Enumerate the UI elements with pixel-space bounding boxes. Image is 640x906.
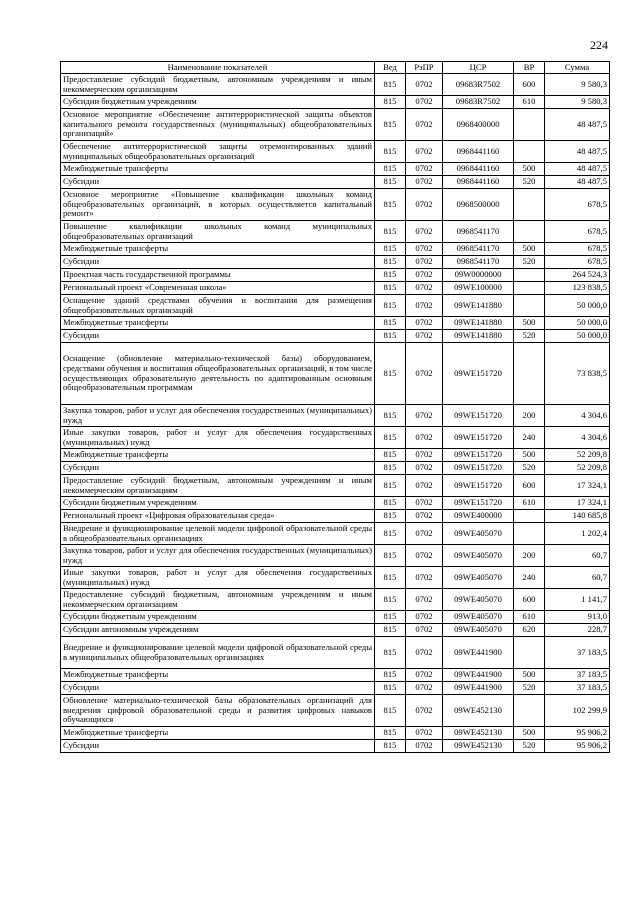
row-name: Межбюджетные трансферты	[61, 669, 375, 682]
row-rzpr: 0702	[406, 256, 443, 269]
row-rzpr: 0702	[406, 682, 443, 695]
row-name: Внедрение и функционирование целевой модели цифровой образовательной среды в общеобразовательных организациях	[61, 523, 375, 545]
row-ved: 815	[375, 269, 406, 282]
row-vr	[514, 109, 545, 141]
table-row	[61, 269, 610, 282]
row-csr: 0968441160	[443, 176, 514, 189]
header-csr: ЦСР	[443, 62, 514, 74]
row-sum: 9 580,3	[545, 96, 610, 109]
table-row	[61, 330, 610, 343]
header-ved: Вед	[375, 62, 406, 74]
row-name: Проектная часть государственной программы	[61, 269, 375, 282]
row-rzpr: 0702	[406, 589, 443, 611]
row-sum: 913,0	[545, 611, 610, 624]
row-rzpr: 0702	[406, 449, 443, 462]
row-ved: 815	[375, 109, 406, 141]
row-sum: 48 487,5	[545, 109, 610, 141]
row-name: Основное мероприятие «Повышение квалификации школьных команд общеобразовательных организаций, в которых осуществляется капитальный ремонт»	[61, 189, 375, 221]
row-csr: 09WE405070	[443, 567, 514, 589]
table-row	[61, 449, 610, 462]
row-sum: 102 299,9	[545, 695, 610, 727]
row-vr: 520	[514, 330, 545, 343]
budget-table	[60, 61, 610, 753]
row-ved: 815	[375, 405, 406, 427]
table-row	[61, 545, 610, 567]
table-row	[61, 637, 610, 669]
row-name: Субсидии	[61, 330, 375, 343]
row-vr: 520	[514, 176, 545, 189]
row-vr: 500	[514, 727, 545, 740]
row-sum: 50 000,0	[545, 317, 610, 330]
row-name: Обновление материально-технической базы образовательных организаций для внедрения цифровой образовательной среды и развития цифровых навыков обучающихся	[61, 695, 375, 727]
row-name: Предоставление субсидий бюджетным, автономным учреждениям и иным некоммерческим организациям	[61, 475, 375, 497]
row-vr: 610	[514, 611, 545, 624]
row-name: Иные закупки товаров, работ и услуг для обеспечения государственных (муниципальных) нужд	[61, 427, 375, 449]
row-ved: 815	[375, 189, 406, 221]
row-ved: 815	[375, 523, 406, 545]
row-ved: 815	[375, 330, 406, 343]
table-row	[61, 176, 610, 189]
row-rzpr: 0702	[406, 523, 443, 545]
row-name: Предоставление субсидий бюджетным, автономным учреждениям и иным некоммерческим организациям	[61, 74, 375, 96]
row-csr: 09683R7502	[443, 74, 514, 96]
row-name: Субсидии бюджетным учреждениям	[61, 96, 375, 109]
row-name: Оснащение (обновление материально-технической базы) оборудованием, средствами обучения и воспитания общеобразовательных организаций, в том числе осуществляющих образовательную деятельность по адаптированным основным общеобразовательным программам	[61, 343, 375, 405]
row-ved: 815	[375, 163, 406, 176]
row-name: Обеспечение антитеррористической защиты отремонтированных зданий муниципальных общеобразовательных организаций	[61, 141, 375, 163]
row-csr: 09WE151720	[443, 497, 514, 510]
row-name: Субсидии	[61, 740, 375, 753]
row-vr: 240	[514, 567, 545, 589]
table-row	[61, 624, 610, 637]
table-row	[61, 497, 610, 510]
table-row	[61, 256, 610, 269]
row-ved: 815	[375, 567, 406, 589]
row-ved: 815	[375, 637, 406, 669]
row-sum: 678,5	[545, 256, 610, 269]
row-vr	[514, 343, 545, 405]
row-csr: 09WE151720	[443, 343, 514, 405]
row-name: Предоставление субсидий бюджетным, автономным учреждениям и иным некоммерческим организациям	[61, 589, 375, 611]
row-vr: 500	[514, 243, 545, 256]
row-name: Межбюджетные трансферты	[61, 449, 375, 462]
row-vr	[514, 295, 545, 317]
row-csr: 0968441160	[443, 163, 514, 176]
row-rzpr: 0702	[406, 74, 443, 96]
row-sum: 52 209,8	[545, 449, 610, 462]
row-rzpr: 0702	[406, 295, 443, 317]
table-row	[61, 405, 610, 427]
row-rzpr: 0702	[406, 163, 443, 176]
row-name: Межбюджетные трансферты	[61, 163, 375, 176]
table-row	[61, 611, 610, 624]
table-row	[61, 109, 610, 141]
row-sum: 17 324,1	[545, 475, 610, 497]
row-csr: 09WE141880	[443, 330, 514, 343]
row-ved: 815	[375, 740, 406, 753]
table-row	[61, 589, 610, 611]
row-name: Субсидии	[61, 256, 375, 269]
row-vr	[514, 221, 545, 243]
table-row	[61, 317, 610, 330]
row-rzpr: 0702	[406, 109, 443, 141]
row-rzpr: 0702	[406, 405, 443, 427]
row-csr: 0968500000	[443, 189, 514, 221]
row-ved: 815	[375, 682, 406, 695]
table-row	[61, 189, 610, 221]
row-rzpr: 0702	[406, 545, 443, 567]
row-name: Иные закупки товаров, работ и услуг для обеспечения государственных (муниципальных) нужд	[61, 567, 375, 589]
table-row	[61, 243, 610, 256]
row-name: Внедрение и функционирование целевой модели цифровой образовательной среды в муниципальных общеобразовательных организациях	[61, 637, 375, 669]
row-csr: 0968441160	[443, 141, 514, 163]
row-sum: 17 324,1	[545, 497, 610, 510]
row-rzpr: 0702	[406, 740, 443, 753]
row-sum: 123 838,5	[545, 282, 610, 295]
row-rzpr: 0702	[406, 282, 443, 295]
row-vr: 520	[514, 462, 545, 475]
row-csr: 09WE452130	[443, 695, 514, 727]
row-name: Субсидии	[61, 682, 375, 695]
table-row	[61, 567, 610, 589]
row-rzpr: 0702	[406, 176, 443, 189]
table-row	[61, 669, 610, 682]
row-rzpr: 0702	[406, 624, 443, 637]
row-rzpr: 0702	[406, 96, 443, 109]
row-name: Субсидии	[61, 462, 375, 475]
row-name: Региональный проект «Цифровая образовательная среда»	[61, 510, 375, 523]
table-row	[61, 695, 610, 727]
row-name: Региональный проект «Современная школа»	[61, 282, 375, 295]
row-sum: 50 000,0	[545, 295, 610, 317]
row-name: Закупка товаров, работ и услуг для обеспечения государственных (муниципальных) нужд	[61, 545, 375, 567]
row-vr: 520	[514, 740, 545, 753]
table-row	[61, 141, 610, 163]
row-csr: 09WE151720	[443, 475, 514, 497]
row-csr: 09WE405070	[443, 624, 514, 637]
row-ved: 815	[375, 74, 406, 96]
row-sum: 52 209,8	[545, 462, 610, 475]
row-vr: 500	[514, 449, 545, 462]
row-vr: 610	[514, 497, 545, 510]
row-rzpr: 0702	[406, 269, 443, 282]
row-vr	[514, 189, 545, 221]
header-vr: ВР	[514, 62, 545, 74]
row-sum: 48 487,5	[545, 163, 610, 176]
row-vr: 600	[514, 74, 545, 96]
row-vr	[514, 141, 545, 163]
row-vr	[514, 637, 545, 669]
row-csr: 09WE151720	[443, 449, 514, 462]
row-vr: 600	[514, 589, 545, 611]
row-csr: 09WE100000	[443, 282, 514, 295]
row-sum: 37 183,5	[545, 637, 610, 669]
row-rzpr: 0702	[406, 637, 443, 669]
table-row	[61, 740, 610, 753]
row-sum: 48 487,5	[545, 176, 610, 189]
row-csr: 0968541170	[443, 256, 514, 269]
row-ved: 815	[375, 295, 406, 317]
row-vr	[514, 510, 545, 523]
row-csr: 09WE405070	[443, 545, 514, 567]
row-csr: 0968400000	[443, 109, 514, 141]
row-vr: 600	[514, 475, 545, 497]
table-row	[61, 727, 610, 740]
row-sum: 678,5	[545, 189, 610, 221]
row-name: Закупка товаров, работ и услуг для обеспечения государственных (муниципальных) нужд	[61, 405, 375, 427]
row-rzpr: 0702	[406, 510, 443, 523]
table-row	[61, 523, 610, 545]
row-sum: 95 906,2	[545, 740, 610, 753]
row-rzpr: 0702	[406, 343, 443, 405]
row-csr: 09WE405070	[443, 523, 514, 545]
row-sum: 140 685,8	[545, 510, 610, 523]
row-rzpr: 0702	[406, 497, 443, 510]
row-ved: 815	[375, 427, 406, 449]
row-ved: 815	[375, 243, 406, 256]
row-ved: 815	[375, 221, 406, 243]
row-vr: 240	[514, 427, 545, 449]
row-sum: 60,7	[545, 545, 610, 567]
table-row	[61, 282, 610, 295]
row-csr: 09WE400000	[443, 510, 514, 523]
table-row	[61, 462, 610, 475]
row-name: Оснащение зданий средствами обучения и воспитания для размещения общеобразовательных организаций	[61, 295, 375, 317]
table-row	[61, 427, 610, 449]
table-row	[61, 343, 610, 405]
row-ved: 815	[375, 727, 406, 740]
row-sum: 1 202,4	[545, 523, 610, 545]
row-ved: 815	[375, 624, 406, 637]
row-sum: 1 141,7	[545, 589, 610, 611]
row-name: Межбюджетные трансферты	[61, 727, 375, 740]
row-csr: 09WE151720	[443, 462, 514, 475]
header-rzpr: РзПР	[406, 62, 443, 74]
row-rzpr: 0702	[406, 427, 443, 449]
row-name: Межбюджетные трансферты	[61, 243, 375, 256]
table-row	[61, 96, 610, 109]
row-rzpr: 0702	[406, 330, 443, 343]
row-vr: 610	[514, 96, 545, 109]
row-csr: 09WE441900	[443, 637, 514, 669]
row-sum: 678,5	[545, 243, 610, 256]
row-rzpr: 0702	[406, 462, 443, 475]
row-ved: 815	[375, 317, 406, 330]
row-vr	[514, 282, 545, 295]
row-ved: 815	[375, 141, 406, 163]
row-rzpr: 0702	[406, 221, 443, 243]
row-rzpr: 0702	[406, 475, 443, 497]
row-vr: 500	[514, 317, 545, 330]
row-sum: 73 838,5	[545, 343, 610, 405]
row-csr: 09WE452130	[443, 727, 514, 740]
table-row	[61, 163, 610, 176]
row-csr: 09WE141880	[443, 295, 514, 317]
row-rzpr: 0702	[406, 727, 443, 740]
row-csr: 0968541170	[443, 243, 514, 256]
table-row	[61, 295, 610, 317]
row-ved: 815	[375, 96, 406, 109]
row-csr: 09WE151720	[443, 405, 514, 427]
row-rzpr: 0702	[406, 243, 443, 256]
table-body	[61, 74, 610, 753]
row-name: Межбюджетные трансферты	[61, 317, 375, 330]
row-sum: 9 580,3	[545, 74, 610, 96]
row-sum: 95 906,2	[545, 727, 610, 740]
row-sum: 37 183,5	[545, 682, 610, 695]
row-sum: 48 487,5	[545, 141, 610, 163]
row-sum: 228,7	[545, 624, 610, 637]
row-csr: 09WE151720	[443, 427, 514, 449]
row-name: Повышение квалификации школьных команд муниципальных общеобразовательных организаций	[61, 221, 375, 243]
row-csr: 09WE141880	[443, 317, 514, 330]
row-vr	[514, 695, 545, 727]
table-row	[61, 74, 610, 96]
row-csr: 09W0000000	[443, 269, 514, 282]
row-name: Субсидии бюджетным учреждениям	[61, 497, 375, 510]
row-vr	[514, 269, 545, 282]
row-ved: 815	[375, 669, 406, 682]
row-csr: 09WE441900	[443, 682, 514, 695]
page-number: 224	[590, 38, 608, 52]
row-rzpr: 0702	[406, 141, 443, 163]
row-ved: 815	[375, 545, 406, 567]
row-sum: 50 000,0	[545, 330, 610, 343]
row-name: Субсидии автономным учреждениям	[61, 624, 375, 637]
row-csr: 09WE452130	[443, 740, 514, 753]
row-sum: 4 304,6	[545, 405, 610, 427]
row-rzpr: 0702	[406, 669, 443, 682]
row-ved: 815	[375, 589, 406, 611]
row-ved: 815	[375, 462, 406, 475]
table-row	[61, 475, 610, 497]
row-ved: 815	[375, 611, 406, 624]
row-ved: 815	[375, 282, 406, 295]
row-vr: 620	[514, 624, 545, 637]
row-csr: 09683R7502	[443, 96, 514, 109]
row-name: Основное мероприятие «Обеспечение антитеррористической защиты объектов капитального ремонта государственных (муниципальных) общеобразовательных организаций»	[61, 109, 375, 141]
table-row	[61, 510, 610, 523]
row-name: Субсидии	[61, 176, 375, 189]
row-vr: 500	[514, 669, 545, 682]
row-name: Субсидии бюджетным учреждениям	[61, 611, 375, 624]
row-vr: 200	[514, 545, 545, 567]
row-csr: 09WE441900	[443, 669, 514, 682]
row-ved: 815	[375, 695, 406, 727]
row-rzpr: 0702	[406, 317, 443, 330]
row-vr: 200	[514, 405, 545, 427]
row-sum: 678,5	[545, 221, 610, 243]
row-ved: 815	[375, 510, 406, 523]
table-row	[61, 221, 610, 243]
row-ved: 815	[375, 256, 406, 269]
row-sum: 37 183,5	[545, 669, 610, 682]
row-rzpr: 0702	[406, 567, 443, 589]
row-ved: 815	[375, 176, 406, 189]
header-sum: Сумма	[545, 62, 610, 74]
row-sum: 60,7	[545, 567, 610, 589]
row-csr: 09WE405070	[443, 589, 514, 611]
row-vr: 500	[514, 163, 545, 176]
row-sum: 4 304,6	[545, 427, 610, 449]
row-rzpr: 0702	[406, 611, 443, 624]
row-csr: 0968541170	[443, 221, 514, 243]
row-sum: 264 524,3	[545, 269, 610, 282]
row-ved: 815	[375, 497, 406, 510]
row-vr	[514, 523, 545, 545]
row-vr: 520	[514, 682, 545, 695]
row-ved: 815	[375, 475, 406, 497]
table-row	[61, 682, 610, 695]
row-rzpr: 0702	[406, 695, 443, 727]
table-header-row	[61, 62, 610, 74]
row-ved: 815	[375, 449, 406, 462]
row-csr: 09WE405070	[443, 611, 514, 624]
row-vr: 520	[514, 256, 545, 269]
row-ved: 815	[375, 343, 406, 405]
header-name: Наименование показателей	[61, 62, 375, 74]
row-rzpr: 0702	[406, 189, 443, 221]
